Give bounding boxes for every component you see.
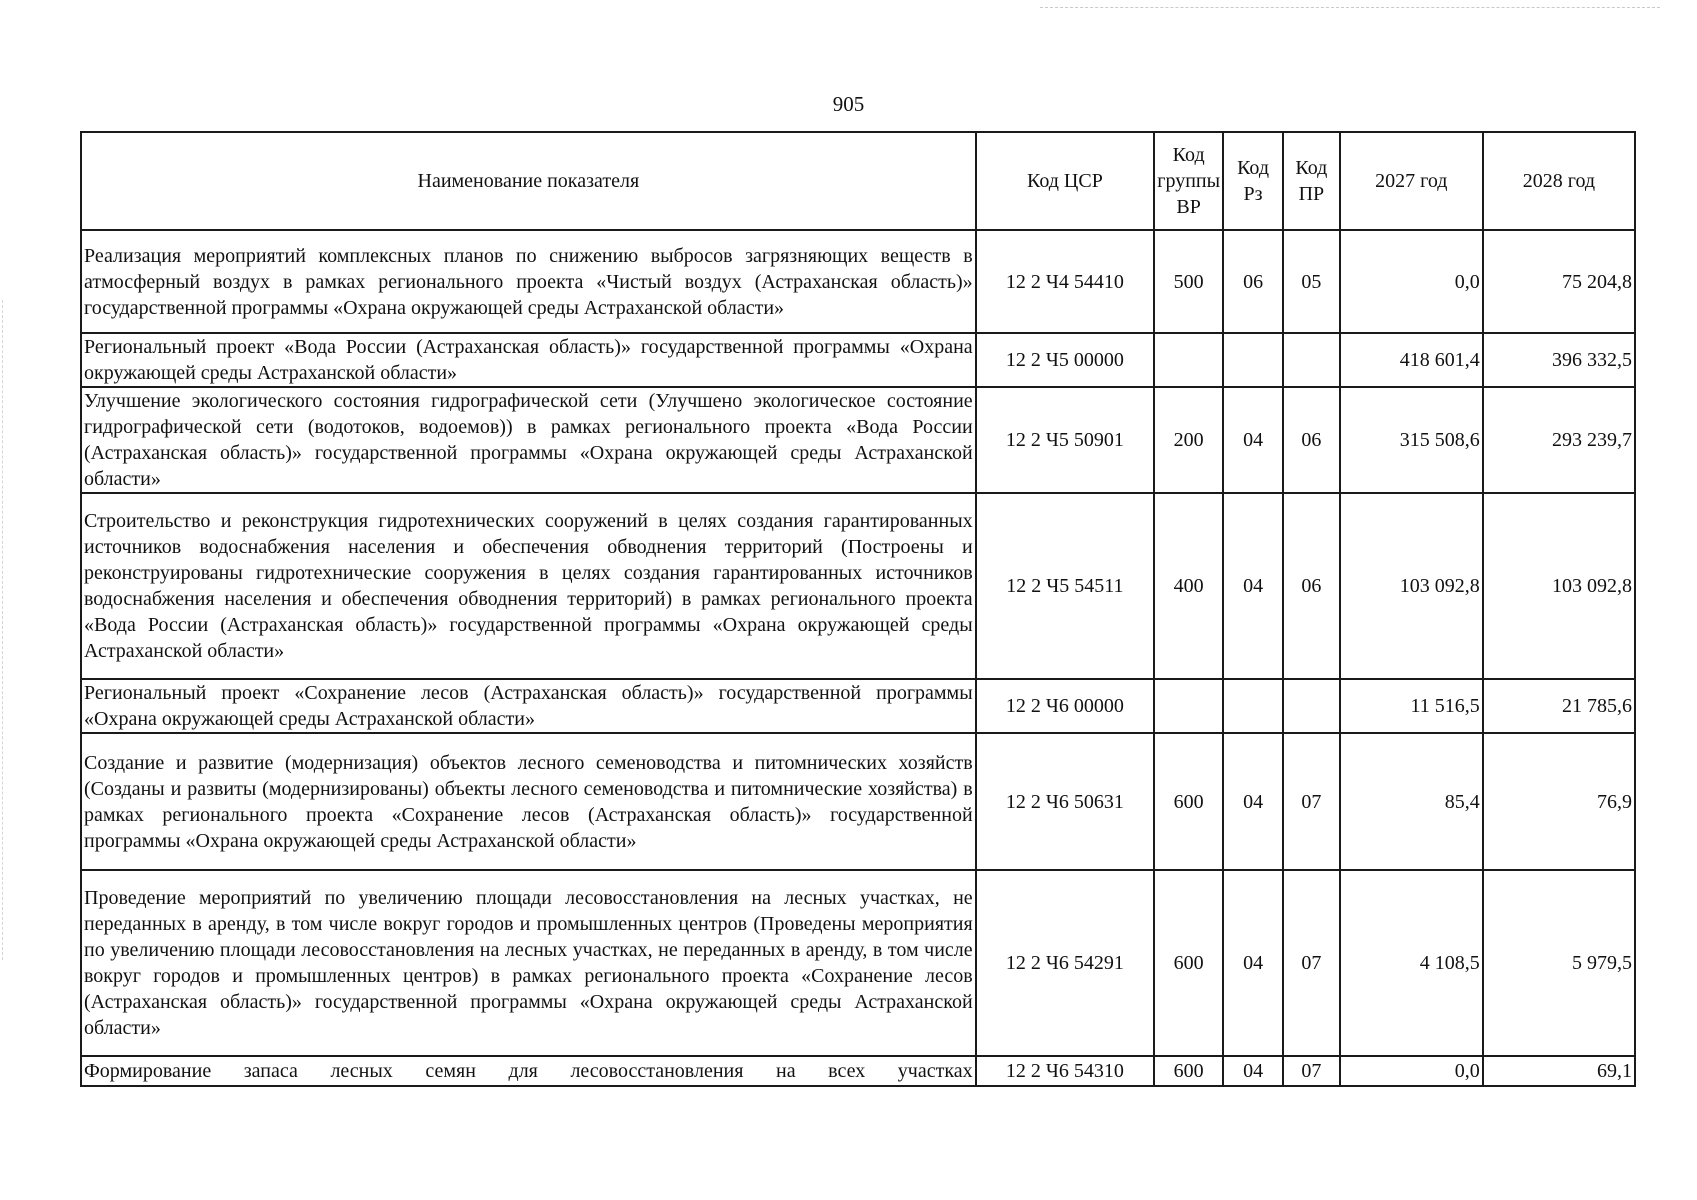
header-vr-code: Код группы ВР [1154, 132, 1223, 230]
row-vr-code: 200 [1154, 387, 1223, 493]
row-value-2027: 103 092,8 [1340, 493, 1483, 679]
table-row [81, 679, 1635, 733]
row-pr-code: 07 [1283, 1056, 1340, 1086]
row-csr-code: 12 2 Ч5 54511 [976, 493, 1155, 679]
row-name: Проведение мероприятий по увеличению площади лесовосстановления на лесных участках, не переданных в аренду, в том числе вокруг городов и промышленных центров (Проведены мероприятия по увеличению площади лесовосстановления на лесных участках, не переданных в аренду, в том числе вокруг городов и промышленных центров) в рамках регионального проекта «Сохранение лесов (Астраханская область)» государственной программы «Охрана окружающей среды Астраханской области» [81, 870, 976, 1056]
row-vr-code: 600 [1154, 733, 1223, 870]
row-value-2028: 396 332,5 [1483, 333, 1635, 387]
header-year-2027: 2027 год [1340, 132, 1483, 230]
row-rz-code: 04 [1223, 493, 1283, 679]
row-name: Формирование запаса лесных семян для лесовосстановления на всех участках [81, 1056, 976, 1086]
table-row [81, 387, 1635, 493]
budget-table [80, 131, 1636, 1087]
row-value-2027: 315 508,6 [1340, 387, 1483, 493]
header-name: Наименование показателя [81, 132, 976, 230]
page-number: 905 [832, 92, 865, 116]
table-row [81, 733, 1635, 870]
row-value-2027: 0,0 [1340, 1056, 1483, 1086]
row-vr-code: 600 [1154, 1056, 1223, 1086]
row-name: Строительство и реконструкция гидротехнических сооружений в целях создания гарантированных источников водоснабжения населения и обеспечения обводнения территорий (Построены и реконструированы гидротехнические сооружения в целях создания гарантированных источников водоснабжения населения и обеспечения обводнения территорий) в рамках регионального проекта «Вода России (Астраханская область)» государственной программы «Охрана окружающей среды Астраханской области» [81, 493, 976, 679]
row-name: Региональный проект «Сохранение лесов (Астраханская область)» государственной программы «Охрана окружающей среды Астраханской области» [81, 679, 976, 733]
row-rz-code [1223, 679, 1283, 733]
row-pr-code [1283, 333, 1340, 387]
row-name: Региональный проект «Вода России (Астраханская область)» государственной программы «Охрана окружающей среды Астраханской области» [81, 333, 976, 387]
row-value-2027: 418 601,4 [1340, 333, 1483, 387]
row-rz-code: 04 [1223, 387, 1283, 493]
row-csr-code: 12 2 Ч6 50631 [976, 733, 1155, 870]
row-pr-code [1283, 679, 1340, 733]
row-csr-code: 12 2 Ч6 54310 [976, 1056, 1155, 1086]
table-header-row [81, 132, 1635, 230]
table-row [81, 333, 1635, 387]
row-vr-code [1154, 333, 1223, 387]
row-rz-code: 06 [1223, 230, 1283, 333]
row-pr-code: 07 [1283, 870, 1340, 1056]
scan-edge-artifact [1040, 7, 1660, 8]
row-value-2027: 11 516,5 [1340, 679, 1483, 733]
table-row [81, 870, 1635, 1056]
header-rz-code: Код Рз [1223, 132, 1283, 230]
row-value-2027: 85,4 [1340, 733, 1483, 870]
row-name: Реализация мероприятий комплексных планов по снижению выбросов загрязняющих веществ в атмосферный воздух в рамках регионального проекта «Чистый воздух (Астраханская область)» государственной программы «Охрана окружающей среды Астраханской области» [81, 230, 976, 333]
row-value-2028: 69,1 [1483, 1056, 1635, 1086]
row-pr-code: 06 [1283, 493, 1340, 679]
row-csr-code: 12 2 Ч6 00000 [976, 679, 1155, 733]
row-name: Создание и развитие (модернизация) объектов лесного семеноводства и питомнических хозяйств (Созданы и развиты (модернизированы) объекты лесного семеноводства и питомнические хозяйства) в рамках регионального проекта «Сохранение лесов (Астраханская область)» государственной программы «Охрана окружающей среды Астраханской области» [81, 733, 976, 870]
table-row [81, 1056, 1635, 1086]
row-csr-code: 12 2 Ч5 00000 [976, 333, 1155, 387]
row-value-2028: 5 979,5 [1483, 870, 1635, 1056]
row-rz-code: 04 [1223, 1056, 1283, 1086]
row-value-2027: 4 108,5 [1340, 870, 1483, 1056]
table-row [81, 493, 1635, 679]
row-value-2027: 0,0 [1340, 230, 1483, 333]
row-csr-code: 12 2 Ч6 54291 [976, 870, 1155, 1056]
header-csr-code: Код ЦСР [976, 132, 1155, 230]
row-value-2028: 21 785,6 [1483, 679, 1635, 733]
row-name: Улучшение экологического состояния гидрографической сети (Улучшено экологическое состояние гидрографической сети (водотоков, водоемов)) в рамках регионального проекта «Вода России (Астраханская область)» государственной программы «Охрана окружающей среды Астраханской области» [81, 387, 976, 493]
row-value-2028: 75 204,8 [1483, 230, 1635, 333]
row-vr-code [1154, 679, 1223, 733]
row-pr-code: 07 [1283, 733, 1340, 870]
scan-margin-artifact [2, 300, 3, 960]
row-value-2028: 103 092,8 [1483, 493, 1635, 679]
table-row [81, 230, 1635, 333]
row-vr-code: 500 [1154, 230, 1223, 333]
row-csr-code: 12 2 Ч5 50901 [976, 387, 1155, 493]
header-year-2028: 2028 год [1483, 132, 1635, 230]
row-pr-code: 05 [1283, 230, 1340, 333]
header-pr-code: Код ПР [1283, 132, 1340, 230]
row-csr-code: 12 2 Ч4 54410 [976, 230, 1155, 333]
row-value-2028: 76,9 [1483, 733, 1635, 870]
row-rz-code: 04 [1223, 733, 1283, 870]
row-vr-code: 600 [1154, 870, 1223, 1056]
row-rz-code [1223, 333, 1283, 387]
row-pr-code: 06 [1283, 387, 1340, 493]
row-value-2028: 293 239,7 [1483, 387, 1635, 493]
row-vr-code: 400 [1154, 493, 1223, 679]
row-rz-code: 04 [1223, 870, 1283, 1056]
